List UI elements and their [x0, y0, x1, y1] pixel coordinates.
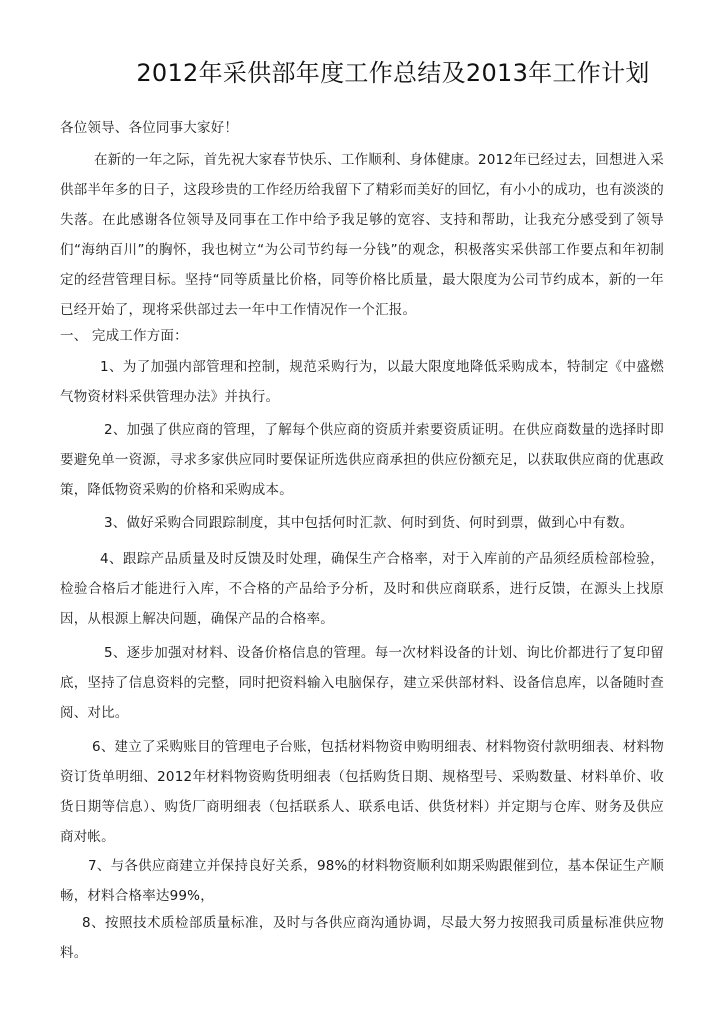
list-item: 2、加强了供应商的管理，了解每个供应商的资质并索要资质证明。在供应商数量的选择时即要避免单一资源，寻求多家供应同时要保证所选供应商承担的供应份额充足，以获取供应商的优惠政策，降低物资采购的价格和采购成本。: [60, 422, 664, 498]
list-item: 4、跟踪产品质量及时反馈及时处理，确保生产合格率，对于入库前的产品须经质检部检验，检验合格后才能进行入库，不合格的产品给予分析，及时和供应商联系，进行反馈，在源头上找原因，从根源上解决问题，确保产品的合格率。: [60, 551, 664, 627]
document-title: 2012年采供部年度工作总结及2013年工作计划: [136, 59, 650, 87]
list-item: 7、与各供应商建立并保持良好关系，98%的材料物资顺利如期采购跟催到位，基本保证生产顺畅，材料合格率达99%，: [60, 858, 664, 904]
list-item: 6、建立了采购账目的管理电子台账，包括材料物资申购明细表、材料物资付款明细表、材料物资订货单明细、2012年材料物资购货明细表（包括购货日期、规格型号、采购数量、材料单价、收货日期等信息）、购货厂商明细表（包括联系人、联系电话、供货材料）并定期与仓库、财务及供应商对帐。: [60, 739, 664, 845]
greeting: 各位领导、各位同事大家好！: [60, 120, 239, 136]
list-item: 1、为了加强内部管理和控制，规范采购行为，以最大限度地降低采购成本，特制定《中盛燃气物资材料采供管理办法》并执行。: [60, 359, 664, 405]
intro-paragraph: 在新的一年之际，首先祝大家春节快乐、工作顺利、身体健康。2012年已经过去，回想进入采供部半年多的日子，这段珍贵的工作经历给我留下了精彩而美好的回忆，有小小的成功，也有淡淡的失落。在此感谢各位领导及同事在工作中给予我足够的宽容、支持和帮助，让我充分感受到了领导们“海纳百川”的胸怀，我也树立“为公司节约每一分钱”的观念，积极落实采供部工作要点和年初制定的经营管理目标。坚持“同等质量比价格，同等价格比质量，最大限度为公司节约成本，新的一年已经开始了，现将采供部过去一年中工作情况作一个汇报。: [60, 152, 664, 318]
list-item: 5、逐步加强对材料、设备价格信息的管理。每一次材料设备的计划、询比价都进行了复印留底，坚持了信息资料的完整，同时把资料输入电脑保存，建立采供部材料、设备信息库，以备随时查阅、对比。: [60, 645, 664, 721]
list-item: 3、做好采购合同跟踪制度，其中包括何时汇款、何时到货、何时到票，做到心中有数。: [104, 515, 634, 531]
section-heading: 一、 完成工作方面：: [60, 328, 188, 344]
list-item: 8、按照技术质检部质量标准，及时与各供应商沟通协调，尽最大努力按照我司质量标准供应物料。: [60, 915, 664, 961]
